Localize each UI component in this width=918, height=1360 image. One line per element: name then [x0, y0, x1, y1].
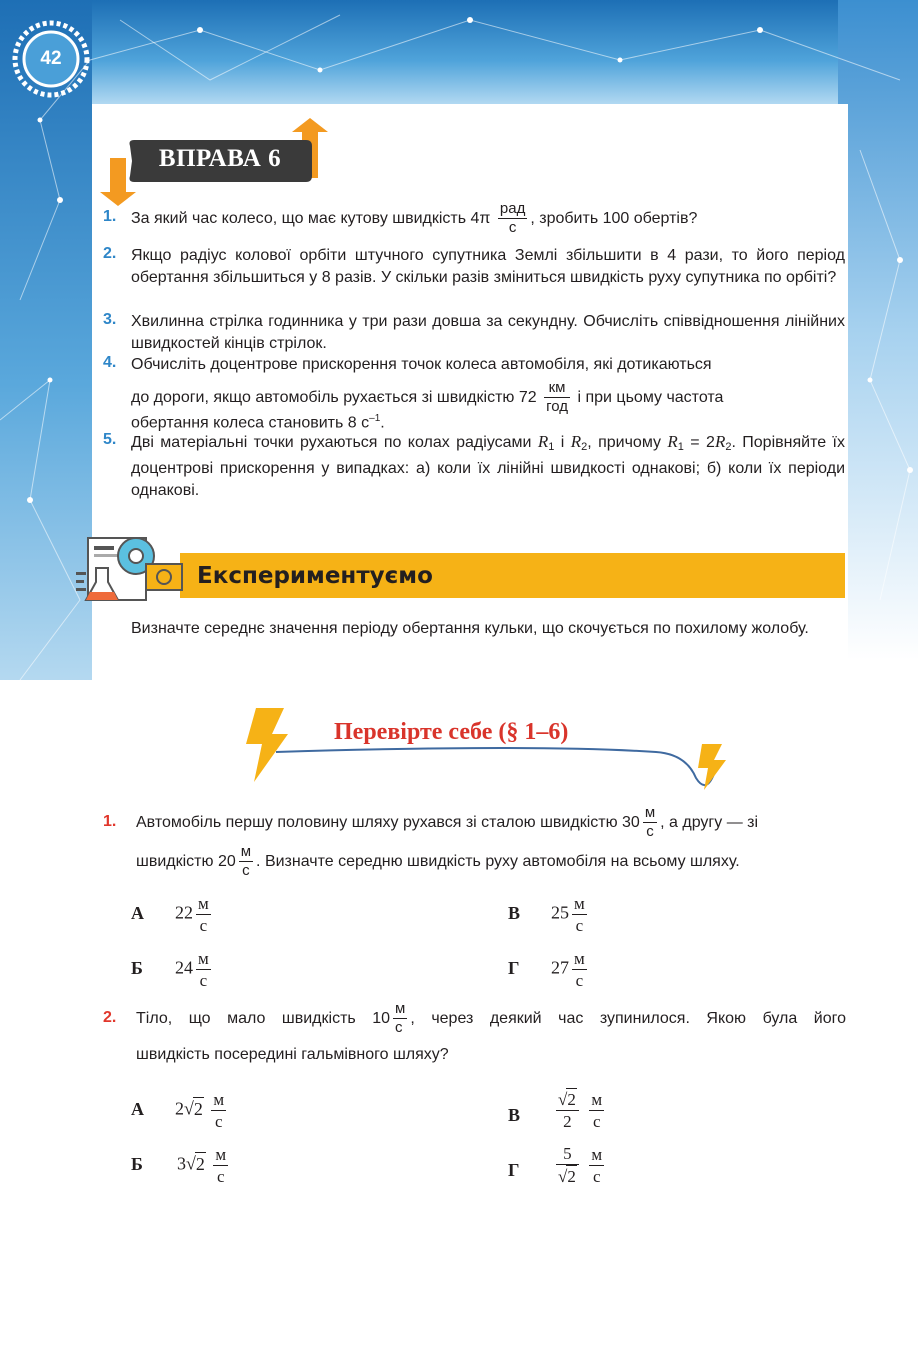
task-number: 2. — [103, 245, 117, 262]
unit-fraction: $\frac{м}{с}$ — [240, 843, 252, 880]
answer-value: $\frac{√2}{2}$ $\frac{м}{с}$ — [558, 1089, 603, 1131]
answer-letter: А — [131, 1099, 144, 1119]
task-number: 4. — [103, 354, 117, 371]
unit-fraction: $\frac{м}{с}$ — [395, 1000, 406, 1037]
page-number: 42 — [40, 48, 62, 69]
answer-value: 22 $\frac{м}{с}$ — [175, 894, 209, 935]
answer-value: 2√2 $\frac{м}{с}$ — [175, 1090, 225, 1131]
question-number: 2. — [103, 1009, 117, 1026]
task-2: Якщо радіус колової орбіти штучного супутника Землі збільшити в 4 рази, то його період обертання збільшиться у 8 разів. У скільки разів зміниться швидкість руху супутника по орбіті? — [131, 247, 845, 286]
answer-letter: Б — [131, 958, 143, 978]
answer-letter: А — [131, 903, 144, 923]
task-number: 1. — [103, 208, 117, 225]
unit-fraction: $\frac{\text{рад}}{с}$ — [499, 200, 526, 237]
exercise-title: ВПРАВА 6 — [158, 145, 282, 172]
task-1: За який час колесо, що має кутову швидкість 4π $\frac{\text{рад}}{с}$ , зробить 100 обертів? — [131, 200, 698, 237]
answer-value: 3√2 $\frac{м}{с}$ — [177, 1145, 227, 1186]
answer-value: 24 $\frac{м}{с}$ — [175, 949, 209, 990]
answer-value: $\frac{5}{√2}$ $\frac{м}{с}$ — [558, 1144, 603, 1186]
unit-fraction: $\frac{км}{\text{год}}$ — [546, 379, 569, 416]
answer-letter: В — [508, 1105, 521, 1125]
task-4-line-2: до дороги, якщо автомобіль рухається зі швидкістю 72 $\frac{км}{\text{год}}$ і при цьому частота — [131, 379, 724, 416]
task-number: 3. — [103, 311, 117, 328]
unit-fraction: $\frac{м}{с}$ — [644, 804, 656, 841]
task-5: Дві матеріальні точки рухаються по колах радіусами $R_1$ і $R_2$, причому $R_1 = 2R_2$. Порівняйте їх доцентрові прискорення у випадках: а) коли їх лінійні швидкості однакові; б) коли їх періоди однакові. — [131, 432, 845, 499]
question-number: 1. — [103, 813, 117, 830]
question-2-line-2: швидкість посередині гальмівного шляху? — [136, 1046, 449, 1063]
question-2: Тіло, що мало швидкість 10 $\frac{м}{с}$ , через деякий час зупинилося. Якою була його — [136, 1000, 846, 1037]
answer-letter: Б — [131, 1154, 143, 1174]
answer-letter: В — [508, 903, 521, 923]
lab-flask-icon — [74, 528, 192, 610]
task-number: 5. — [103, 431, 117, 448]
answer-letter: Г — [508, 1160, 520, 1180]
task-4: Обчисліть доцентрове прискорення точок колеса автомобіля, які дотикаються — [131, 356, 712, 373]
question-1: Автомобіль першу половину шляху рухався зі сталою швидкістю 30 $\frac{м}{с}$ , а другу — зі — [136, 804, 759, 841]
answer-value: 27 $\frac{м}{с}$ — [551, 949, 585, 990]
question-1-line-2: швидкістю 20 $\frac{м}{с}$ . Визначте середню швидкість руху автомобіля на всьому шляху. — [136, 843, 740, 880]
experiment-title: Експериментуємо — [197, 563, 433, 589]
answer-letter: Г — [508, 958, 520, 978]
task-3: Хвилинна стрілка годинника у три рази довша за секундну. Обчисліть співвідношення лінійних швидкостей кінців стрілок. — [131, 313, 845, 352]
self-check-title: Перевірте себе (§ 1–6) — [334, 719, 569, 745]
answer-value: 25 $\frac{м}{с}$ — [551, 894, 585, 935]
experiment-text: Визначте середнє значення періоду обертання кульки, що скочується по похилому жолобу. — [131, 620, 809, 637]
task-4-line-3: обертання колеса становить 8 $с^{-1}$. — [131, 413, 385, 432]
